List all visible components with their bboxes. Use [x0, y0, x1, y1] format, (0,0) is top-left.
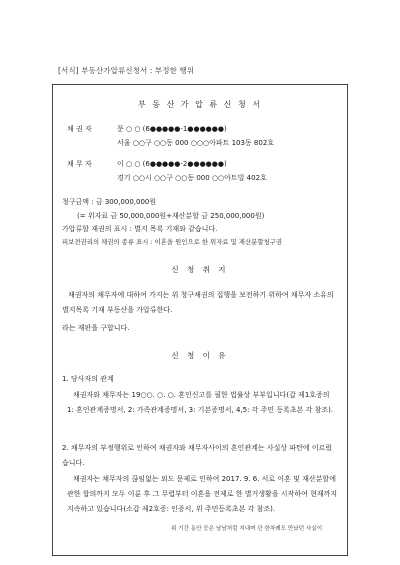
- purpose-title: 신 청 취 지: [171, 265, 229, 274]
- reason-2-heading: 2. 채무자의 부정행위로 인하여 채권자와 채무자사이의 혼인관계는 사실상 파탄에 이르렀습니다.: [62, 444, 333, 467]
- debtor-name: 이 ○ ○ (6●●●●●-2●●●●●●): [117, 160, 227, 168]
- property-line: 가압류할 재권의 표시 : 별지 목록 기재와 같습니다.: [62, 225, 218, 233]
- creditor-label: 채 권 자: [67, 125, 92, 133]
- preserved-right-line: 피보전권리의 채권의 종류 표시 : 이혼을 원인으로 한 위자료 및 재산분할청구권: [62, 238, 283, 246]
- page-header: [서식] 부동산가압류신청서 : 부정한 행위: [58, 66, 195, 75]
- reason-1-body: 채권자와 채무자는 19○○. ○. ○. 혼인신고를 필한 법률상 부부입니다(갑 제1호증의 1: 혼인관계증명서, 2: 가족관계증명서, 3: 기본증명서, 4,5: 각 주민 등록초본 각 참조).: [67, 391, 334, 414]
- purpose-body: 채권자의 채무자에 대하여 가지는 위 청구채권의 집행을 보전하기 위하여 채무자 소유의 별지목록 기재 부동산을 가압류한다.: [62, 291, 334, 314]
- reason-2-tail: 위 기간 동안 등은 남남처럼 지내며 단 한차례도 만났던 사실이: [171, 526, 323, 532]
- claim-amount: 청구금액 : 금 300,000,000원: [62, 198, 157, 206]
- debtor-address: 경기 ○○시 ○○구 ○○동 000 ○○아트빌 402호: [117, 174, 267, 182]
- debtor-label: 채 무 자: [67, 160, 92, 168]
- reason-1-heading: 1. 당사자의 관계: [62, 375, 114, 383]
- reasons-title: 신 청 이 유: [171, 351, 229, 360]
- purpose-closing: 라는 재판을 구합니다.: [62, 324, 130, 332]
- document-title: 부 동 산 가 압 류 신 청 서: [138, 100, 262, 109]
- creditor-name: 문 ○ ○ (6●●●●●-1●●●●●●): [117, 125, 227, 133]
- claim-breakdown: (= 위자료 금 50,000,000원+재산분할 금 250,000,000원): [77, 212, 265, 220]
- reason-2-body: 채권자는 채무자의 끊임없는 외도 문제로 인하여 2017. 9. 6. 서로 이혼 및 재산분할에 관한 합의까지 모두 이룬 후 그 무렵부터 이혼을 전제로 한 별거생활을 시작하여 현재까지 지속하고 있습니다(소갑 제2호증: 인증서, 위 주민등록초본 각 참조).: [67, 475, 338, 513]
- application-document: [52, 84, 348, 556]
- creditor-address: 서울 ○○구 ○○동 000 ○○○아파트 103동 802호: [117, 139, 275, 147]
